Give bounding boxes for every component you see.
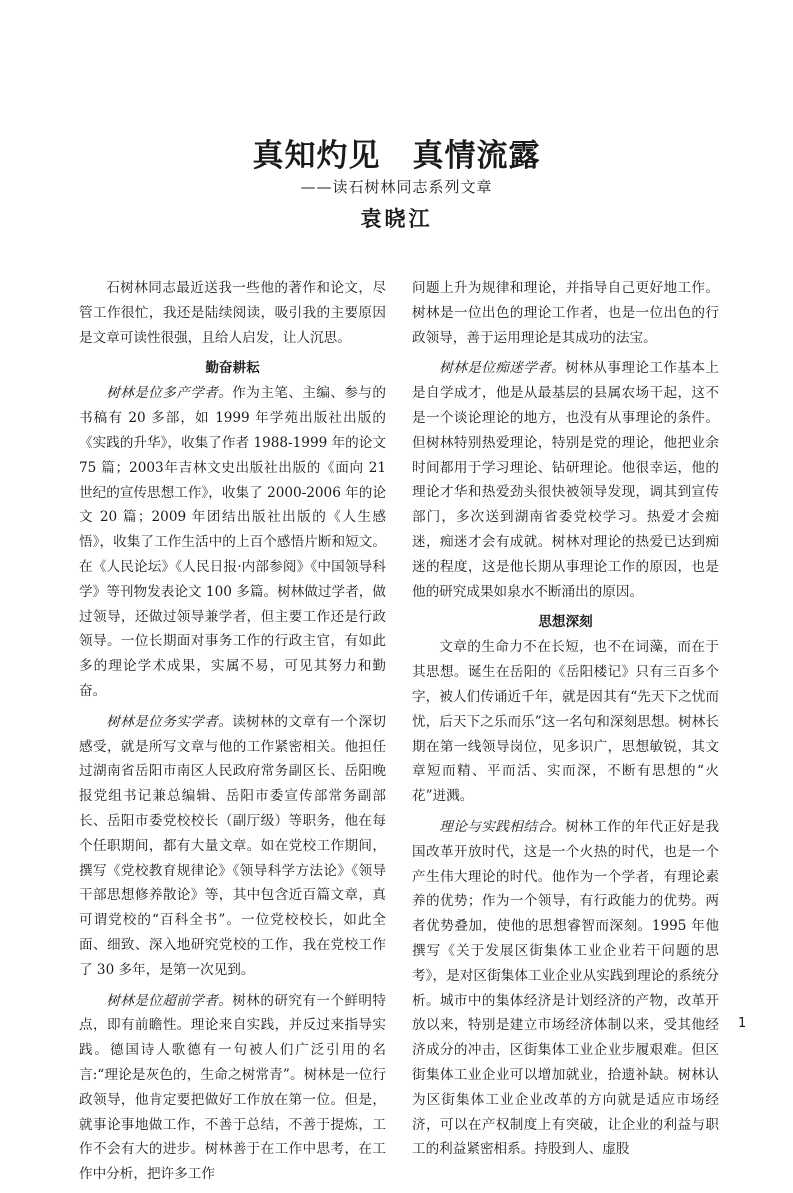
section-heading: 思想深刻: [538, 614, 593, 631]
left-column: [79, 276, 386, 1193]
paragraph-lead: 树林是位务实学者。: [106, 713, 233, 730]
paragraph: [412, 356, 719, 604]
section-heading: 勤奋耕耘: [205, 360, 260, 377]
page-number: 1: [738, 1016, 747, 1031]
paragraph-body: 作为主笔、主编、参与的书稿有 20 多部，如 1999 年学苑出版社出版的《实践的升华》，收集了作者 1988-1999 年的论文 75 篇；2003年吉林文史出版社出版的《面向 21 世纪的宣传思想工作》，收集了 2000-2006 年的论文 20 篇；2009 年团结出版社出版的《人生感悟》，收集了工作生活中的上百个感悟片断和短文。在《人民论坛》《人民日报·内部参阅》《中国领导科学》等刊物发表论文 100 多篇。树林做过学者，做过领导，还做过领导兼学者，但主要工作还是行政领导。一位长期面对事务工作的行政主官，有如此多的理论学术成果，实属不易，可见其努力和勤奋。: [79, 385, 387, 699]
article-title: 真知灼见 真情流露: [252, 138, 541, 174]
right-column: [412, 276, 719, 1168]
paragraph: [79, 989, 386, 1187]
paragraph-continuation: 问题上升为规律和理论，并指导自己更好地工作。树林是一位出色的理论工作者，也是一位出色的行政领导，善于运用理论是其成功的法宝。: [412, 280, 719, 346]
paragraph-body: 读树林的文章有一个深切感受，就是所写文章与他的工作紧密相关。他担任过湖南省岳阳市南区人民政府常务副区长、岳阳晚报党组书记兼总编辑、岳阳市委宣传部常务副部长、岳阳市委党校校长（副厅级）等职务，他在每个任职期间，都有大量文章。如在党校工作期间，撰写《党校教育规律论》《领导科学方法论》《领导干部思想修养散论》等，其中包含近百篇文章，真可谓党校的“百科全书”。一位党校校长，如此全面、细致、深入地研究党校的工作，我在党校工作了 30 多年，是第一次见到。: [79, 713, 387, 978]
paragraph: [79, 710, 386, 983]
paragraph-lead: 树林是位痴迷学者。: [439, 360, 566, 377]
paragraph-body: 树林工作的年代正好是我国改革开放时代，这是一个火热的时代，也是一个产生伟大理论的时代。他作为一个学者，有理论素养的优势；作为一个领导，有行政能力的优势。两者优势叠加，使他的思想睿智而深刻。1995 年他撰写《关于发展区街集体工业企业若干问题的思考》，是对区街集体工业企业从实践到理论的系统分析。城市中的集体经济是计划经济的产物，改革开放以来，特别是建立市场经济体制以来，受其他经济成分的冲击，区街集体工业企业步履艰难。但区街集体工业企业可以增加就业，拾遗补缺。树林认为区街集体工业企业改革的方向就是适应市场经济，可以在产权制度上有突破，让企业的利益与职工的利益紧密相系。持股到人、虚股: [412, 818, 720, 1158]
paragraph: 文章的生命力不在长短，也不在词藻，而在于其思想。诞生在岳阳的《岳阳楼记》只有三百多个字，被人们传诵近千年，就是因其有“先天下之忧而忧，后天下之乐而乐”这一名句和深刻思想。树林长期在第一线领导岗位，见多识广，思想敏锐，其文章短而精、平而活、实而深，不断有思想的“火花”迸溅。: [412, 639, 719, 805]
paragraph-lead: 树林是位多产学者。: [106, 385, 233, 402]
paragraph-body: 树林从事理论工作基本上是自学成才，他是从最基层的县属农场干起，这不是一个谈论理论的地方，也没有从事理论的条件。但树林特别热爱理论，特别是党的理论，他把业余时间都用于学习理论、钻研理论。他很幸运，他的理论才华和热爱劲头很快被领导发现，调其到宣传部门，多次送到湖南省委党校学习。热爱才会痴迷，痴迷才会有成就。树林对理论的热爱已达到痴迷的程度，这是他长期从事理论工作的原因，也是他的研究成果如泉水不断涌出的原因。: [412, 360, 720, 600]
paragraph: [79, 381, 386, 703]
paragraph-lead: 理论与实践相结合。: [439, 818, 566, 835]
paragraph-lead: 树林是位超前学者。: [106, 992, 233, 1009]
paragraph: 石树林同志最近送我一些他的著作和论文，尽管工作很忙，我还是陆续阅读，吸引我的主要原因是文章可读性很强，且给人启发，让人沉思。: [79, 280, 386, 346]
article-author: 袁晓江: [360, 206, 433, 231]
article-subtitle: ——读石树林同志系列文章: [300, 178, 493, 196]
paragraph: [412, 815, 719, 1162]
paragraph-body: 树林的研究有一个鲜明特点，即有前瞻性。理论来自实践，并反过来指导实践。德国诗人歌德有一句被人们广泛引用的名言:“理论是灰色的，生命之树常青”。树林是一位行政领导，他肯定要把做好工作放在第一位。但是，就事论事地做工作，不善于总结，不善于提炼，工作不会有大的进步。树林善于在工作中思考，在工作中分析，把许多工作: [79, 992, 387, 1183]
